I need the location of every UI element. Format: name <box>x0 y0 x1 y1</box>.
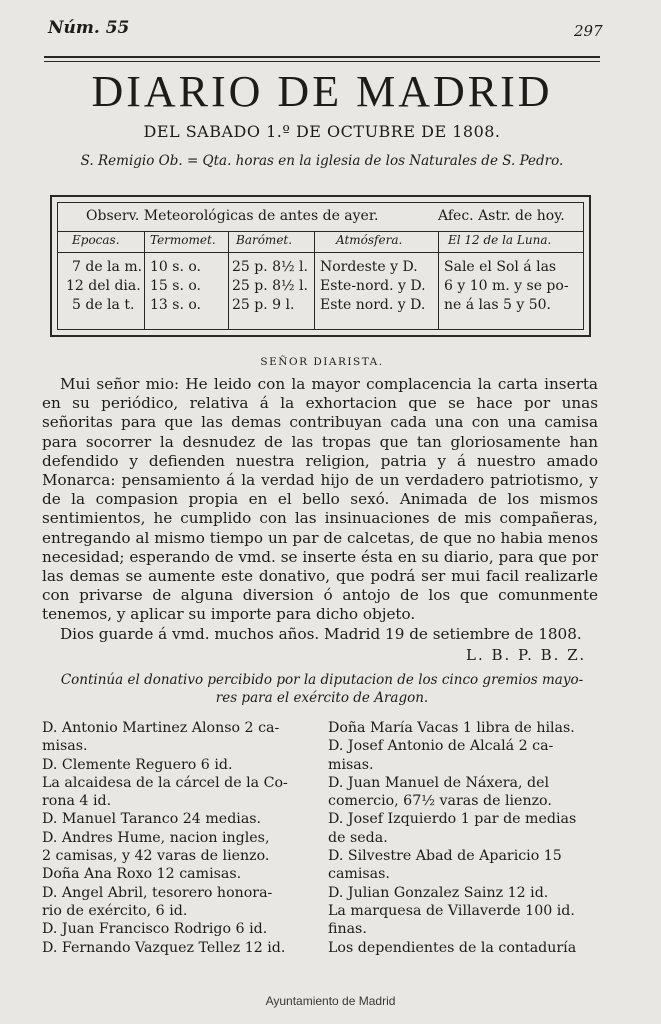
col-head-termometro: Termomet. <box>150 233 216 247</box>
col-head-barometro: Barómet. <box>236 233 293 247</box>
list-item: D. Juan Francisco Rodrigo 6 id. <box>42 921 268 938</box>
weather-cell: 25 p. 8½ l. <box>232 259 308 275</box>
list-item: D. Josef Izquierdo 1 par de medias <box>328 811 577 828</box>
weather-divider <box>58 231 583 232</box>
weather-col-divider <box>438 231 439 329</box>
list-item: D. Clemente Reguero 6 id. <box>42 756 233 773</box>
list-item: D. Juan Manuel de Náxera, del <box>328 774 550 791</box>
list-item: D. Julian Gonzalez Sainz 12 id. <box>328 884 549 901</box>
list-item: camisas. <box>328 866 390 883</box>
letter-closing: Dios guarde á vmd. muchos años. Madrid 19 de setiembre de 1808. <box>60 625 582 643</box>
weather-cell: Este-nord. y D. <box>320 278 426 294</box>
list-item: D. Manuel Taranco 24 medias. <box>42 811 262 828</box>
weather-cell: 15 s. o. <box>150 278 201 294</box>
list-item: D. Silvestre Abad de Aparicio 15 <box>328 848 562 865</box>
weather-cell: ne á las 5 y 50. <box>444 297 551 313</box>
weather-col-divider <box>144 231 145 329</box>
page-number: 297 <box>574 22 603 40</box>
weather-col-divider <box>228 231 229 329</box>
list-item: misas. <box>42 738 88 755</box>
letter-heading: SEÑOR DIARISTA. <box>260 356 384 368</box>
list-item: 2 camisas, y 42 varas de lienzo. <box>42 848 270 865</box>
list-item: D. Fernando Vazquez Tellez 12 id. <box>42 939 286 956</box>
weather-cell: Sale el Sol á las <box>444 259 557 275</box>
list-item: D. Antonio Martinez Alonso 2 ca- <box>42 720 280 736</box>
weather-right-title: Afec. Astr. de hoy. <box>438 208 565 224</box>
footer-watermark: Ayuntamiento de Madrid <box>265 994 396 1008</box>
list-item: Doña Ana Roxo 12 camisas. <box>42 866 242 883</box>
dateline: DEL SABADO 1.º DE OCTUBRE DE 1808. <box>143 122 501 141</box>
weather-cell: Nordeste y D. <box>320 259 418 275</box>
saint-of-day: S. Remigio Ob. = Qta. horas en la iglesia de los Naturales de S. Pedro. <box>80 153 564 169</box>
donation-heading <box>44 671 600 707</box>
weather-cell: 25 p. 9 l. <box>232 297 295 313</box>
list-item: comercio, 67½ varas de lienzo. <box>328 793 552 810</box>
weather-cell: 5 de la t. <box>72 297 135 313</box>
letter-body <box>42 375 598 625</box>
letter-paragraph: Mui señor mio: He leido con la mayor complacencia la carta inserta en su periódico, relativa á la exhortacion que se hace por unas señoritas para que las demas contribuyan cada una con una camisa para socorrer la desnudez de las tropas que tan gloriosamente han defendido y defienden nuestra religion, patria y á nuestro amado Monarca: pensamiento á la verdad hijo de un verdadero patriotismo, y de la compasion propia en el bello sexó. Animada de los mismos sentimientos, he cumplido con las insinuaciones de mis compañeras, entregando al mismo tiempo un par de calcetas, de que no habia menos necesidad; esperando de vmd. se inserte ésta en su diario, para que por las demas se aumente este donativo, que podrá ser mui facil realizarle con privarse de alguna diversion ó antojo de los que comunmente tenemos, y aplicar su importe para dicho objeto. <box>42 375 598 624</box>
list-item: Doña María Vacas 1 libra de hilas. <box>328 720 575 736</box>
header-rule <box>44 56 600 58</box>
weather-table-inner <box>57 202 584 330</box>
donations-left-column <box>42 719 318 957</box>
donation-heading-line: Continúa el donativo percibido por la diputacion de los cinco gremios mayo- <box>60 672 584 688</box>
list-item: finas. <box>328 921 367 938</box>
list-item: D. Josef Antonio de Alcalá 2 ca- <box>328 738 554 755</box>
weather-cell: Este nord. y D. <box>320 297 426 313</box>
header-rule-thin <box>44 61 600 62</box>
masthead-title: DIARIO DE MADRID <box>91 67 553 116</box>
weather-cell: 13 s. o. <box>150 297 201 313</box>
list-item: de seda. <box>328 829 388 846</box>
list-item: D. Andres Hume, nacion ingles, <box>42 829 270 846</box>
donations-right-column <box>328 719 600 957</box>
list-item: La marquesa de Villaverde 100 id. <box>328 902 575 919</box>
weather-cell: 10 s. o. <box>150 259 201 275</box>
list-item: rona 4 id. <box>42 793 112 810</box>
weather-col-divider <box>314 231 315 329</box>
list-item: La alcaidesa de la cárcel de la Co- <box>42 774 288 791</box>
weather-table <box>50 195 591 337</box>
letter-signature: L. B. P. B. Z. <box>466 646 587 664</box>
list-item: D. Angel Abril, tesorero honora- <box>42 884 273 901</box>
weather-cell: 7 de la m. <box>72 259 143 275</box>
issue-number: Núm. 55 <box>48 18 130 38</box>
list-item: Los dependientes de la contaduría <box>328 939 577 956</box>
list-item: rio de exército, 6 id. <box>42 902 188 919</box>
weather-cell: 12 del dia. <box>66 278 141 294</box>
list-item: misas. <box>328 756 374 773</box>
weather-cell: 25 p. 8½ l. <box>232 278 308 294</box>
col-head-luna: El 12 de la Luna. <box>448 233 552 247</box>
donation-heading-line: res para el exército de Aragon. <box>215 690 429 706</box>
col-head-atmosfera: Atmósfera. <box>336 233 403 247</box>
col-head-epocas: Epocas. <box>72 233 120 247</box>
weather-left-title: Observ. Meteorológicas de antes de ayer. <box>86 208 379 224</box>
weather-divider-columns <box>58 252 583 253</box>
weather-cell: 6 y 10 m. y se po- <box>444 278 569 294</box>
